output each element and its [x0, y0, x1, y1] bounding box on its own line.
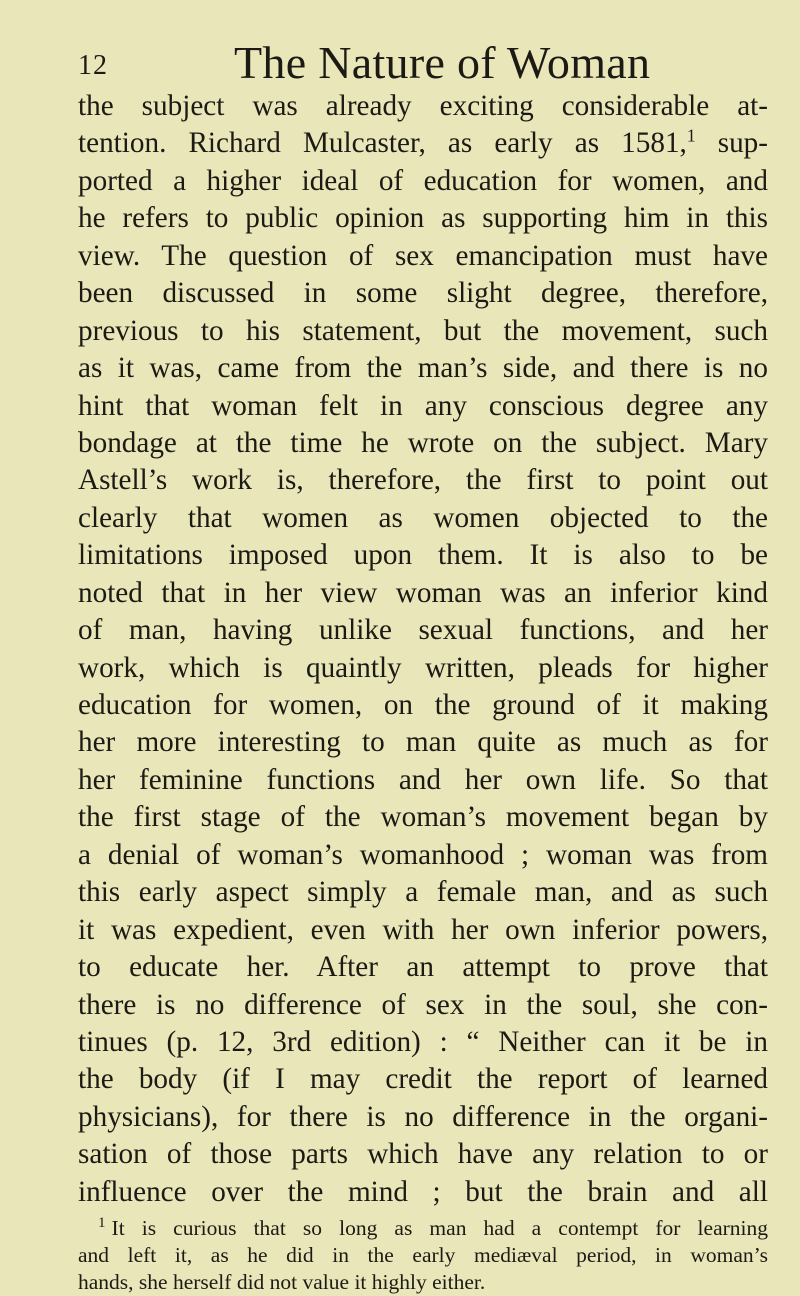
text-line: the subject was already exciting considerable at-: [78, 90, 768, 122]
text-line: a denial of woman’s womanhood ; woman was from: [78, 838, 768, 871]
text-line: limitations imposed upon them. It is also to be: [78, 539, 768, 572]
text-line: the body (if I may credit the report of learned: [78, 1063, 768, 1096]
text-line: been discussed in some slight degree, therefore,: [78, 277, 768, 310]
text-line: this early aspect simply a female man, and as such: [78, 876, 768, 909]
footnote-reference: 1: [686, 125, 696, 146]
text-line: of man, having unlike sexual functions, and her: [78, 614, 768, 647]
footnote-marker: 1: [98, 1214, 106, 1231]
text-line: ported a higher ideal of education for women, and: [78, 164, 768, 197]
footnote-line: [78, 1215, 768, 1242]
footnote-text: It is curious that so long as man had a contempt for learning: [111, 1216, 768, 1241]
text-line: bondage at the time he wrote on the subject. Mary: [78, 426, 768, 459]
footnote-line: and left it, as he did in the early mediæval period, in woman’s: [78, 1243, 768, 1268]
text-line: tinues (p. 12, 3rd edition) : “ Neither can it be in: [78, 1025, 768, 1058]
footnote: [78, 1215, 768, 1296]
text-line: sation of those parts which have any relation to or: [78, 1138, 768, 1171]
book-page: [78, 28, 768, 1296]
text-line: tention. Richard Mulcaster, as early as 1581,: [78, 127, 687, 160]
text-line: noted that in her view woman was an inferior kind: [78, 576, 768, 609]
text-line: her feminine functions and her own life. So that: [78, 763, 768, 796]
text-line: her more interesting to man quite as much as for: [78, 726, 768, 759]
text-line-continuation: sup-: [717, 127, 768, 160]
footnote-line: hands, she herself did not value it highly either.: [78, 1270, 486, 1295]
text-line: Astell’s work is, therefore, the first to point out: [78, 464, 768, 497]
text-line: clearly that women as women objected to the: [78, 501, 768, 534]
text-line: view. The question of sex emancipation must have: [78, 239, 768, 272]
text-line: the first stage of the woman’s movement began by: [78, 801, 768, 834]
text-line: physicians), for there is no difference in the organi-: [78, 1100, 768, 1133]
text-line: he refers to public opinion as supporting him in this: [78, 202, 768, 235]
text-line: education for women, on the ground of it making: [78, 689, 768, 721]
page-number: 12: [78, 50, 108, 81]
text-line: as it was, came from the man’s side, and there is no: [78, 352, 768, 385]
page-title: The Nature of Woman: [234, 37, 651, 88]
text-line: it was expedient, even with her own inferior powers,: [78, 913, 768, 946]
text-line: previous to his statement, but the movement, such: [78, 314, 768, 347]
body-text: [78, 88, 768, 1211]
text-line: influence over the mind ; but the brain and all: [78, 1175, 768, 1208]
text-line: there is no difference of sex in the soul, she con-: [78, 988, 768, 1021]
text-line: to educate her. After an attempt to prove that: [78, 951, 768, 984]
text-line: hint that woman felt in any conscious degree any: [78, 389, 768, 422]
running-head: [78, 28, 768, 86]
text-line: work, which is quaintly written, pleads for higher: [78, 651, 768, 684]
text-line-with-footnote-ref: [78, 125, 768, 162]
